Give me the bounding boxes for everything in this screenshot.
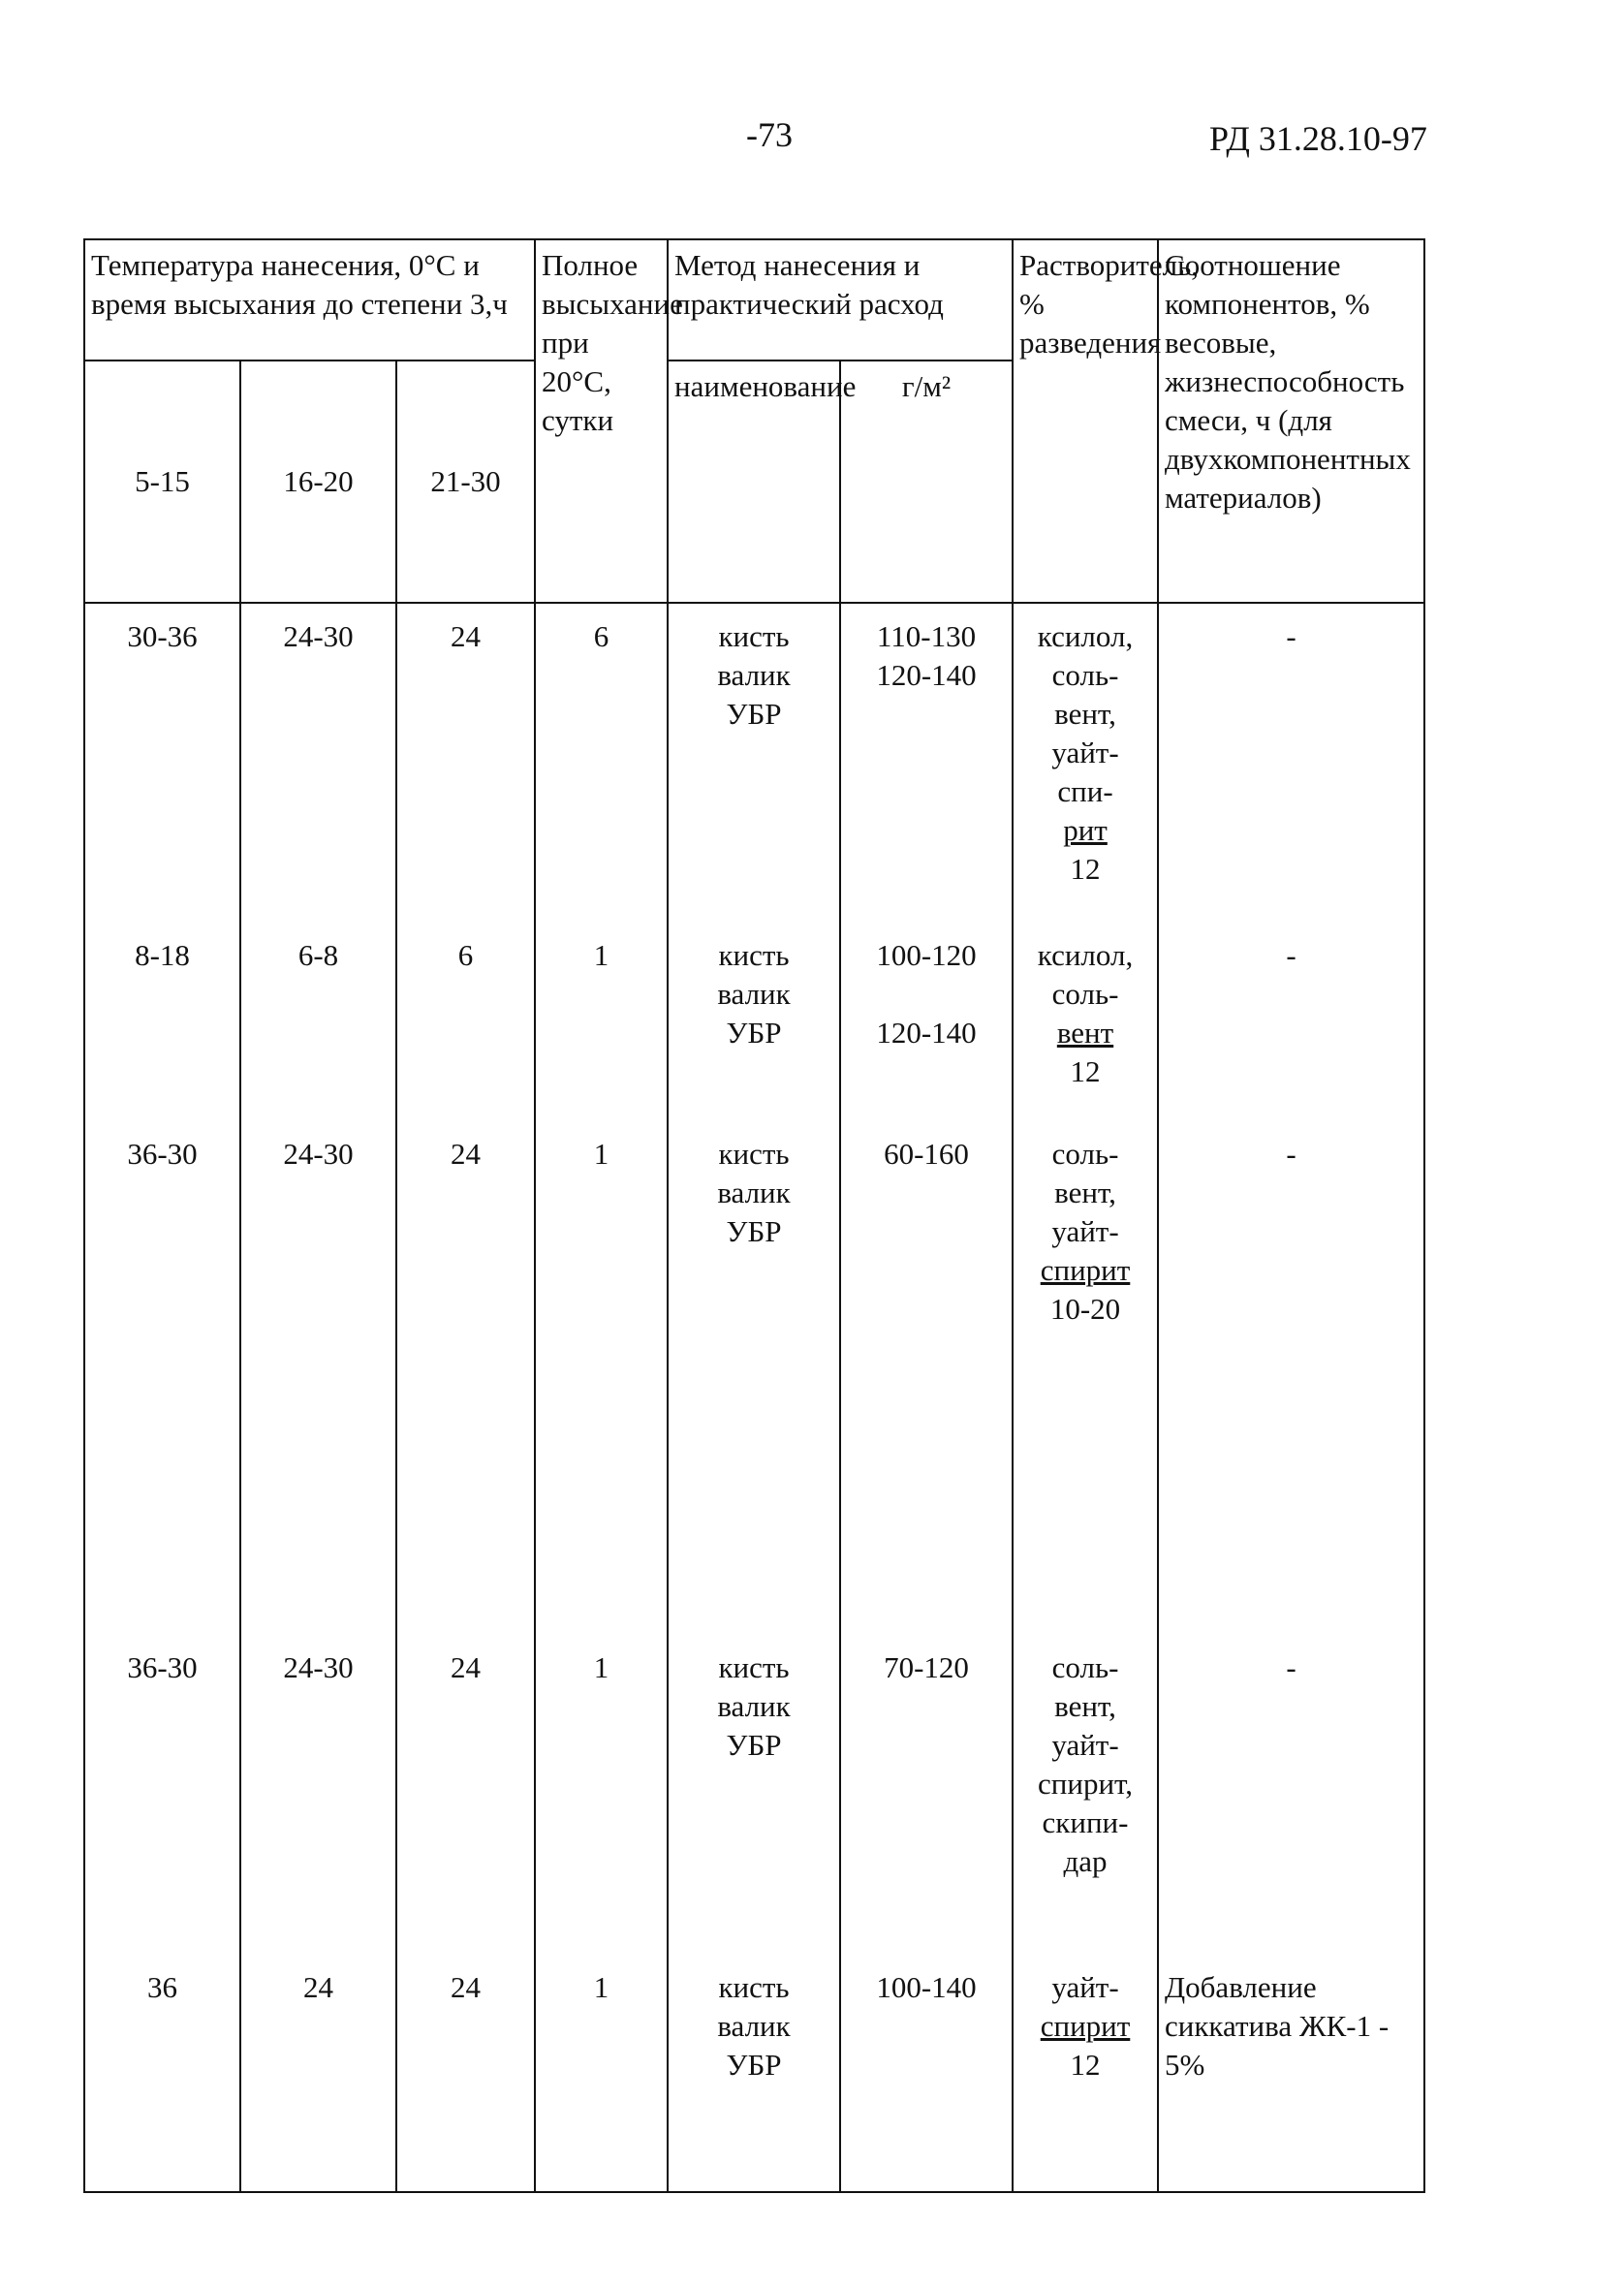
- table-row: [84, 603, 1424, 923]
- cell-solvent: [1013, 923, 1158, 1121]
- cell-method-rate: 100-120 120-140: [840, 923, 1013, 1121]
- cell-method-rate: 110-130 120-140: [840, 603, 1013, 923]
- cell-method-name: кисть валик УБР: [668, 1635, 840, 1955]
- header-ratio: Соотношение компонентов, % весовые, жизнеспособность смеси, ч (для двухкомпонентных материалов): [1158, 239, 1424, 603]
- solvent-percent: 12: [1070, 2048, 1101, 2082]
- cell-full-drying: 1: [535, 1955, 668, 2192]
- header-method-group: Метод нанесения и практический расход: [668, 239, 1013, 361]
- table-row: [84, 923, 1424, 1121]
- solvent-text: уайт- спирит: [1040, 1970, 1131, 2043]
- cell-method-rate: 70-120: [840, 1635, 1013, 1955]
- solvent-text: соль- вент, уайт- спирит: [1040, 1137, 1131, 1287]
- cell-ratio: Добавление сиккатива ЖК-1 - 5%: [1158, 1955, 1424, 2192]
- table-row: [84, 1635, 1424, 1955]
- table-row: [84, 1121, 1424, 1635]
- header-temp-16-20: 16-20: [240, 361, 396, 603]
- cell-temp-21-30: 24: [396, 1955, 535, 2192]
- cell-temp-16-20: 24-30: [240, 603, 396, 923]
- paint-application-table: [83, 238, 1425, 2193]
- solvent-percent: 10-20: [1049, 1292, 1121, 1326]
- cell-method-rate: 100-140: [840, 1955, 1013, 2192]
- cell-method-name: кисть валик УБР: [668, 923, 840, 1121]
- cell-temp-5-15: 36-30: [84, 1121, 240, 1635]
- solvent-text-last-line: спирит: [1040, 2009, 1131, 2043]
- header-full-drying: Полное высыхание при 20°С, сутки: [535, 239, 668, 603]
- cell-temp-5-15: 36-30: [84, 1635, 240, 1955]
- cell-temp-5-15: 8-18: [84, 923, 240, 1121]
- solvent-text-last-line: вент: [1056, 1016, 1114, 1050]
- table-row: [84, 1955, 1424, 2192]
- cell-temp-16-20: 6-8: [240, 923, 396, 1121]
- solvent-text-last-line: рит: [1063, 813, 1108, 847]
- cell-full-drying: 1: [535, 923, 668, 1121]
- cell-temp-21-30: 6: [396, 923, 535, 1121]
- cell-temp-5-15: 30-36: [84, 603, 240, 923]
- header-temp-5-15: 5-15: [84, 361, 240, 603]
- cell-temp-21-30: 24: [396, 603, 535, 923]
- header-method-name: наименование: [668, 361, 840, 603]
- header-temp-21-30: 21-30: [396, 361, 535, 603]
- solvent-percent: 12: [1070, 1054, 1101, 1088]
- cell-solvent: [1013, 1635, 1158, 1955]
- cell-solvent: [1013, 1121, 1158, 1635]
- cell-full-drying: 1: [535, 1121, 668, 1635]
- solvent-text-last-line: спирит: [1040, 1253, 1131, 1287]
- cell-temp-21-30: 24: [396, 1121, 535, 1635]
- solvent-text: ксилол, соль- вент: [1037, 938, 1134, 1050]
- solvent-text: ксилол, соль- вент, уайт- спи- рит: [1037, 619, 1134, 847]
- document-code: РД 31.28.10-97: [1209, 119, 1427, 158]
- cell-full-drying: 6: [535, 603, 668, 923]
- cell-solvent: [1013, 1955, 1158, 2192]
- cell-method-rate: 60-160: [840, 1121, 1013, 1635]
- solvent-text: соль- вент, уайт- спирит, скипи- дар: [1038, 1650, 1134, 1878]
- cell-temp-21-30: 24: [396, 1635, 535, 1955]
- cell-ratio: -: [1158, 1635, 1424, 1955]
- page-number: -73: [746, 115, 793, 154]
- cell-method-name: кисть валик УБР: [668, 1955, 840, 2192]
- header-temperature-group: Температура нанесения, 0°С и время высыхания до степени 3,ч: [84, 239, 535, 361]
- cell-method-name: кисть валик УБР: [668, 1121, 840, 1635]
- cell-temp-5-15: 36: [84, 1955, 240, 2192]
- header-solvent: Растворитель, % разведения: [1013, 239, 1158, 603]
- cell-full-drying: 1: [535, 1635, 668, 1955]
- cell-temp-16-20: 24-30: [240, 1121, 396, 1635]
- cell-solvent: [1013, 603, 1158, 923]
- header-method-rate: г/м²: [840, 361, 1013, 603]
- cell-ratio: -: [1158, 603, 1424, 923]
- cell-temp-16-20: 24: [240, 1955, 396, 2192]
- cell-ratio: -: [1158, 923, 1424, 1121]
- cell-temp-16-20: 24-30: [240, 1635, 396, 1955]
- cell-method-name: кисть валик УБР: [668, 603, 840, 923]
- cell-ratio: -: [1158, 1121, 1424, 1635]
- solvent-percent: 12: [1070, 852, 1101, 886]
